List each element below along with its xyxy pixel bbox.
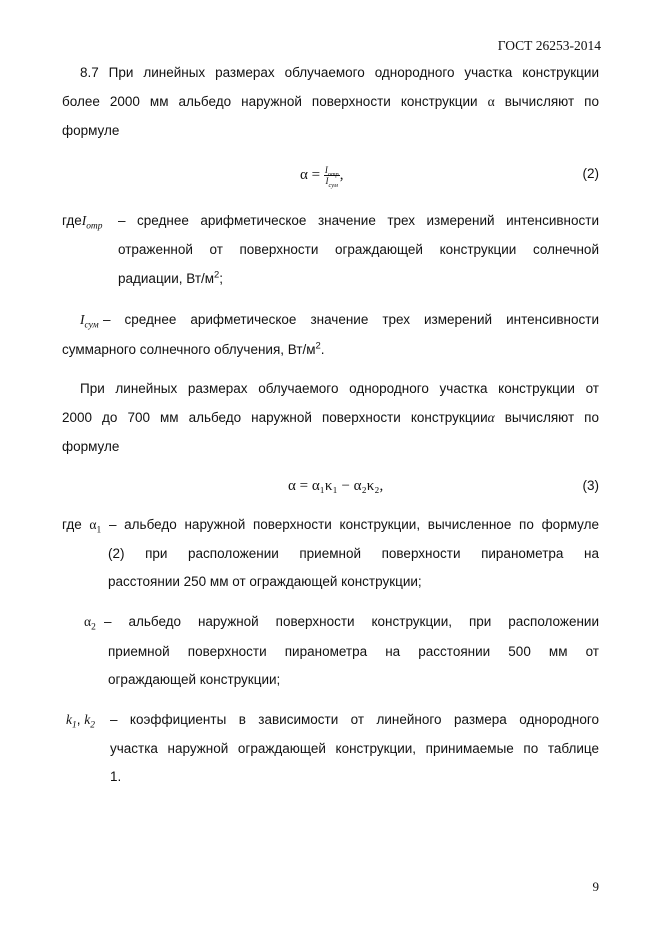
- definition-line: где $\alpha_1$ – альбедо наружной поверхности конструкции, вычисленное по формуле: [62, 517, 599, 536]
- definition-line: гдеI$_{отр}$: [62, 213, 103, 232]
- definition-line: участка наружной ограждающей конструкции, принимаемые по таблице: [110, 741, 599, 756]
- definition-line: (2) при расположении приемной поверхности пиранометра на: [108, 546, 599, 561]
- paragraph-line: При линейных размерах облучаемого однородного участка конструкции от: [80, 381, 599, 396]
- equation-number: (2): [582, 166, 599, 181]
- paragraph-line: более 2000 мм альбедо наружной поверхности конструкции α вычисляют по: [62, 94, 599, 109]
- variable-symbol: $I_{отр}$: [81, 213, 103, 232]
- formula-3: α = α₁κ₁ − α₂κ₂,: [288, 478, 384, 494]
- alpha-symbol: α: [487, 410, 495, 425]
- paragraph-line: 2000 до 700 мм альбедо наружной поверхности конструкцииα вычисляют по: [62, 410, 599, 425]
- document-header: ГОСТ 26253-2014: [497, 38, 601, 53]
- alpha-symbol: α: [487, 94, 495, 109]
- variable-symbol: $\alpha_2$: [84, 614, 96, 633]
- formula-2: α = $\frac{I_{отр}}{I_{сум}}$ ,: [300, 165, 344, 189]
- definition-line: отраженной от поверхности ограждающей конструкции солнечной: [118, 242, 599, 257]
- paragraph-line: формуле: [62, 439, 120, 454]
- definition-line: 1.: [110, 769, 122, 784]
- equation-number: (3): [582, 478, 599, 493]
- definition-line: радиации, $Вт/м^2$;: [118, 269, 224, 286]
- definition-line: расстоянии 250 мм от ограждающей конструкции;: [108, 574, 422, 589]
- page-number: 9: [592, 879, 599, 894]
- paragraph-line: формуле: [62, 123, 120, 138]
- definition-line: приемной поверхности пиранометра на расстоянии 500 мм от: [108, 644, 599, 659]
- definition-line: ограждающей конструкции;: [108, 672, 281, 687]
- variable-symbol: $\alpha_1$: [89, 517, 102, 536]
- definition-line: – коэффициенты в зависимости от линейного размера однородного: [110, 712, 599, 727]
- fraction: $\frac{I_{отр}}{I_{сум}}$: [324, 165, 339, 189]
- paragraph-line: 8.7 При линейных размерах облучаемого однородного участка конструкции: [80, 65, 599, 80]
- variable-symbol: $k_1$, $k_2$: [66, 712, 95, 731]
- definition-line: – альбедо наружной поверхности конструкции, при расположении: [104, 614, 599, 629]
- definition-line: – среднее арифметическое значение трех измерений интенсивности: [118, 213, 599, 228]
- definition-line: – среднее арифметическое значение трех измерений интенсивности: [103, 312, 599, 327]
- definition-line: суммарного солнечного облучения, $Вт/м^2$.: [62, 340, 325, 357]
- variable-symbol: $I_{сум}$: [80, 312, 99, 331]
